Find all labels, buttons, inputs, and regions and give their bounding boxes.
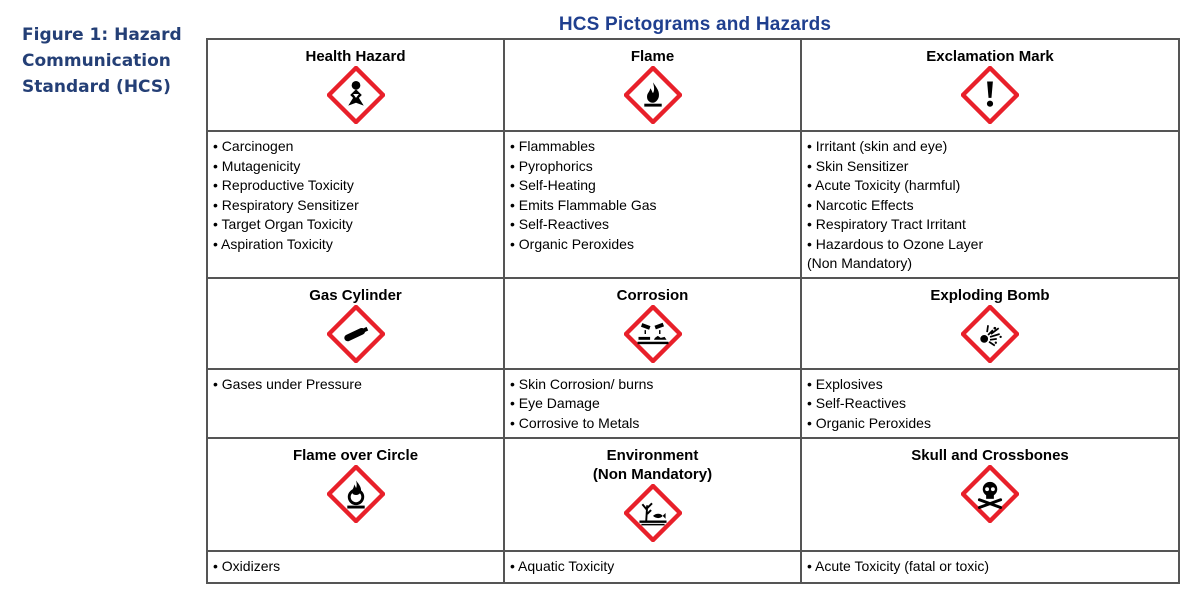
hazard-list [807, 137, 1174, 274]
pictogram-name: Exploding Bomb [930, 286, 1050, 304]
skull-and-crossbones-header-cell [801, 438, 1179, 551]
table-title: HCS Pictograms and Hazards [558, 14, 832, 35]
list-item: • Oxidizers [213, 557, 499, 577]
list-item: • Respiratory Tract Irritant [807, 215, 1174, 235]
figure-caption-line3: Standard (HCS) [22, 77, 171, 97]
table-row [207, 131, 1179, 278]
corrosion-icon [624, 305, 682, 363]
exploding-bomb-header-cell [801, 278, 1179, 369]
list-item: • Respiratory Sensitizer [213, 196, 499, 216]
list-item: • Mutagenicity [213, 157, 499, 177]
hazard-list [807, 375, 1174, 434]
corrosion-list-cell [504, 369, 801, 438]
list-item: • Aspiration Toxicity [213, 235, 499, 255]
list-item: • Emits Flammable Gas [510, 196, 796, 216]
exclamation-mark-list-cell [801, 131, 1179, 278]
health-hazard-header-cell [207, 39, 504, 131]
skull-and-crossbones-list-cell [801, 551, 1179, 583]
figure-caption-line1: Figure 1: Hazard [22, 25, 182, 45]
list-item: • Skin Sensitizer [807, 157, 1174, 177]
pictogram-table [206, 38, 1180, 584]
environment-icon [624, 484, 682, 542]
health-hazard-icon [327, 66, 385, 124]
pictogram-name: Flame over Circle [292, 446, 419, 464]
gas-cylinder-icon [327, 305, 385, 363]
list-item: • Irritant (skin and eye) [807, 137, 1174, 157]
list-item: • Reproductive Toxicity [213, 176, 499, 196]
skull-and-crossbones-icon [961, 465, 1019, 523]
figure-caption-line2: Communication [22, 51, 171, 71]
hazard-list [213, 375, 499, 395]
list-item: • Corrosive to Metals [510, 414, 796, 434]
table-row [207, 551, 1179, 583]
flame-icon [624, 66, 682, 124]
list-item: • Acute Toxicity (harmful) [807, 176, 1174, 196]
pictogram-name: Environment [606, 446, 699, 464]
exclamation-mark-icon [961, 66, 1019, 124]
flame-over-circle-list-cell [207, 551, 504, 583]
hazard-list [213, 557, 499, 577]
list-item: • Organic Peroxides [510, 235, 796, 255]
pictogram-name: Skull and Crossbones [911, 446, 1069, 464]
list-item: • Hazardous to Ozone Layer [807, 235, 1174, 255]
environment-list-cell [504, 551, 801, 583]
hazard-list [510, 375, 796, 434]
table-row [207, 438, 1179, 551]
list-item: • Skin Corrosion/ burns [510, 375, 796, 395]
corrosion-header-cell [504, 278, 801, 369]
hazard-list [510, 557, 796, 577]
exclamation-mark-header-cell [801, 39, 1179, 131]
table-row [207, 278, 1179, 369]
pictogram-name: Health Hazard [305, 48, 406, 65]
flame-over-circle-header-cell [207, 438, 504, 551]
list-item: • Organic Peroxides [807, 414, 1174, 434]
table-row [207, 39, 1179, 131]
list-item: • Explosives [807, 375, 1174, 395]
list-item: • Self-Heating [510, 176, 796, 196]
hazard-list [510, 137, 796, 254]
table-row [207, 369, 1179, 438]
list-item: • Aquatic Toxicity [510, 557, 796, 577]
list-item: • Self-Reactives [807, 394, 1174, 414]
gas-cylinder-list-cell [207, 369, 504, 438]
flame-list-cell [504, 131, 801, 278]
list-item: • Eye Damage [510, 394, 796, 414]
pictogram-name: Flame [630, 48, 675, 65]
pictogram-name: Gas Cylinder [309, 286, 402, 304]
flame-over-circle-icon [327, 465, 385, 523]
list-item: • Gases under Pressure [213, 375, 499, 395]
list-item: • Self-Reactives [510, 215, 796, 235]
exploding-bomb-list-cell [801, 369, 1179, 438]
list-item: • Narcotic Effects [807, 196, 1174, 216]
list-item: • Carcinogen [213, 137, 499, 157]
hazard-list [807, 557, 1174, 577]
hazard-list [213, 137, 499, 254]
list-item: • Acute Toxicity (fatal or toxic) [807, 557, 1174, 577]
list-note: (Non Mandatory) [807, 255, 913, 271]
pictogram-name: Corrosion [616, 286, 689, 304]
list-item: • Pyrophorics [510, 157, 796, 177]
pictogram-name: Exclamation Mark [926, 48, 1054, 65]
flame-header-cell [504, 39, 801, 131]
environment-header-cell [504, 438, 801, 551]
figure-caption [22, 22, 192, 100]
exploding-bomb-icon [961, 305, 1019, 363]
pictogram-name-subtitle: (Non Mandatory) [592, 465, 713, 483]
health-hazard-list-cell [207, 131, 504, 278]
gas-cylinder-header-cell [207, 278, 504, 369]
list-item: • Flammables [510, 137, 796, 157]
list-item: • Target Organ Toxicity [213, 215, 499, 235]
